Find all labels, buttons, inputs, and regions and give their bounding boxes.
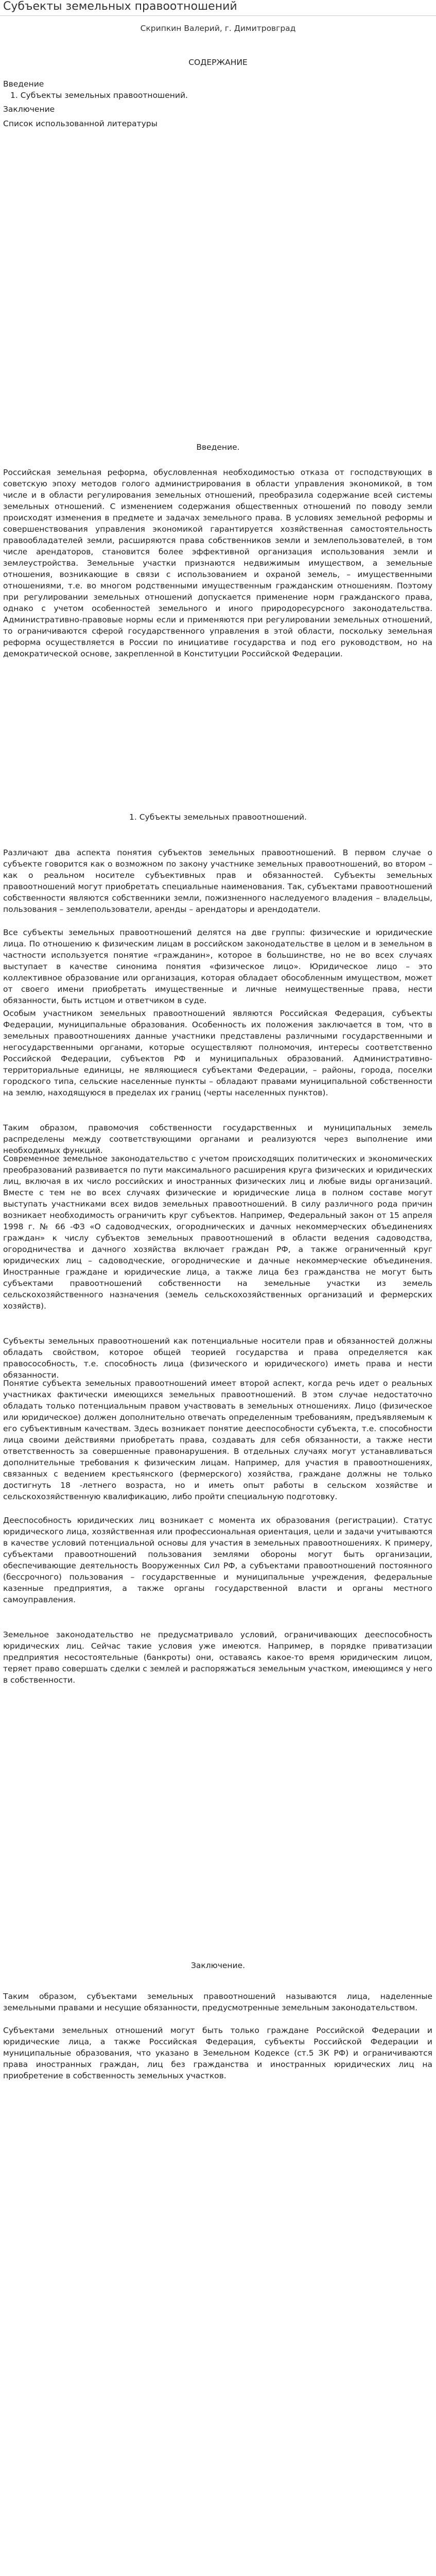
toc-heading: СОДЕРЖАНИЕ — [188, 58, 248, 67]
author-line: Скрипкин Валерий, г. Димитровград — [140, 24, 296, 33]
toc-item-intro: Введение — [3, 79, 44, 89]
section-1-paragraph-4: Таким образом, правомочия собственности государственных и муниципальных земель распределены между соответствующими органами и реализуются через выполнение ими необходимых функций. — [3, 1123, 432, 1155]
section-1-paragraph-5: Современное земельное законодательство с учетом происходящих политических и экономических преобразований развивается по пути максимального расширения круга физических и юридических лиц, включая в их число российских и иностранных физических лиц и любые виды организаций. Вместе с тем не во всех случаях физические и юридические лица в полном составе могут выступать участниками всех видов земельных правоотношений. В силу различного рода причин возникает необходимость ограничить круг субъектов. Например, Федеральный закон от 15 апреля 1998 г. № 66 -ФЗ «О садоводческих, огороднических и дачных некоммерческих объединениях граждан» к числу субъектов земельных правоотношений в области ведения садоводства, огородничества и дачного хозяйства включает граждан РФ, а также ограниченный круг юридических лиц – садоводческие, огороднические и дачные некоммерческие объединения. Иностранные граждане и юридические лица, а также лица без гражданства не могут быть субъектами правоотношений собственности на земельные участки из земель сельскохозяйственного назначения (земель сельскохозяйственных организаций и фермерских хозяйств). — [3, 1154, 432, 1311]
conclusion-paragraph-1: Таким образом, субъектами земельных правоотношений называются лица, наделенные земельными правами и несущие обязанности, предусмотренные земельным законодательством. — [3, 1992, 432, 2012]
intro-heading: Введение. — [196, 443, 240, 452]
section-1-paragraph-1: Различают два аспекта понятия субъектов земельных правоотношений. В первом случае о субъекте говорится как о возможном по закону участнике земельных правоотношений, во втором – как о реальном носителе субъективных прав и обязанностей. Субъекты земельных правоотношений могут приобретать специальные наименования. Так, субъектами правоотношений собственности являются собственники земли, пожизненного наследуемого владения – владельцы, пользования – землепользователи, аренды – арендаторы и арендодатели. — [3, 848, 432, 914]
section-1-paragraph-2: Все субъекты земельных правоотношений делятся на две группы: физические и юридические лица. По отношению к физическим лицам в российском законодательстве в целом и в земельном в частности используется понятие «гражданин», которое в большинстве, но не во всех случаях выступает в качестве синонима понятия «физическое лицо». Юридическое лицо – это коллективное образование или организация, которая обладает обособленным имуществом, может от своего имени приобретать имущественные и личные неимущественные права, нести обязанности, быть истцом и ответчиком в суде. — [3, 928, 432, 1005]
intro-paragraph-1: Российская земельная реформа, обусловленная необходимостью отказа от господствующих в советскую эпоху методов голого администрирования в области управления экономикой, в том числе и в области регулирования земельных отношений, преобразила содержание всей системы земельных отношений. С изменением содержания общественных отношений по поводу земли происходят изменения в предмете и задачах земельного права. В условиях земельной реформы и совершенствования управления экономикой гарантируется хозяйственная самостоятельность правообладателей земли, расширяются права собственников земли и землепользователей, в том числе арендаторов, становится более эффективной организация использования земли и землеустройства. Земельные участки признаются недвижимым имуществом, а земельные отношения, возникающие в связи с использованием и охраной земель, – имущественными отношениями, т.е. во многом родственными имущественным гражданским отношениям. Поэтому при регулировании земельных отношений допускается применение норм гражданского права, однако с учетом особенностей земельного и иного природоресурсного законодательства. Административно-правовые нормы если и применяются при регулировании земельных отношений, то ограничиваются сферой государственного управления в этой области, поскольку земельная реформа осуществляется в России по инициативе государства и под его руководством, но на демократической основе, закрепленной в Конституции Российской Федерации. — [3, 468, 432, 658]
conclusion-paragraph-2: Субъектами земельных отношений могут быть только граждане Российской Федерации и юридические лица, а также Российская Федерация, субъекты Российской Федерации и муниципальные образования, что указано в Земельном Кодексе (ст.5 ЗК РФ) и ограничиваются права иностранных граждан, лиц без гражданства и иностранных юридических лиц на приобретение в собственность земельных участков. — [3, 2026, 432, 2080]
section-1-paragraph-7: Понятие субъекта земельных правоотношений имеет второй аспект, когда речь идет о реальных участниках фактически имеющихся земельных правоотношений. В этом случае недостаточно обладать только потенциальным правом участвовать в земельных отношениях. Лицо (физическое или юридическое) должен дополнительно отвечать определенным требованиям, предъявляемым к его субъективным качествам. Здесь возникает понятие дееспособности субъекта, т.е. способности лица своими действиями приобретать права, создавать для себя обязанности, а также нести ответственность за совершенные правонарушения. В отдельных случаях могут устанавливаться дополнительные требования к физическим лицам. Например, для участия в правоотношениях, связанных с ведением крестьянского (фермерского) хозяйства, граждане должны не только достигнуть 18 -летнего возраста, но и иметь опыт работы в сельском хозяйстве и сельскохозяйственную квалификацию, либо пройти специальную подготовку. — [3, 1379, 432, 1501]
document-title: Субъекты земельных правоотношений — [3, 0, 237, 13]
section-1-paragraph-6: Субъекты земельных правоотношений как потенциальные носители прав и обязанностей должны обладать свойством, которое общей теорией государства и права определяется как правосособность, т.е. способность лица (физического и юридического) иметь права и нести обязанности. — [3, 1336, 432, 1380]
title-divider — [0, 15, 436, 16]
toc-item-section-1: 1. Субъекты земельных правоотношений. — [10, 91, 188, 100]
toc-item-conclusion: Заключение — [3, 105, 55, 114]
section-1-heading: 1. Субъекты земельных правоотношений. — [129, 812, 307, 822]
section-1-paragraph-8: Дееспособность юридических лиц возникает с момента их образования (регистрации). Статус юридического лица, хозяйственная или профессиональная ориентация, цели и задачи учитываются в качестве условий потенциальной основы для участия в земельных правоотношениях. К примеру, субъектами правоотношений пользования землями обороны могут быть организации, обеспечивающие деятельность Вооруженных Сил РФ, а субъектами правоотношений постоянного (бессрочного) пользования – государственные и муниципальные учреждения, федеральные казенные предприятия, а также органы государственной власти и органы местного самоуправления. — [3, 1516, 432, 1604]
conclusion-heading: Заключение. — [190, 1961, 246, 1970]
section-1-paragraph-9: Земельное законодательство не предусматривало условий, ограничивающих дееспособность юридических лиц. Сейчас такие условия уже имеются. Например, в порядке приватизации предприятия несостоятельные (банкроты) они, оставаясь какое-то время юридическим лицом, теряет право совершать сделки с землей и распоряжаться земельным участком, имеющимся у него в собственности. — [3, 1630, 432, 1685]
section-1-paragraph-3: Особым участником земельных правоотношений являются Российская Федерация, субъекты Федерации, муниципальные образования. Особенность их положения заключается в том, что в земельных правоотношениях данные участники представлены различными государственными и негосударственными органами, которые осуществляют полномочия, интересы соответственно Российской Федерации, субъектов РФ и муниципальных образований. Административно-территориальные единицы, не являющиеся субъектами Федерации, – районы, города, поселки городского типа, сельские населенные пункты – обладают правами муниципальной собственности на землю, находящуюся в пределах их границ (черты населенных пунктов). — [3, 1009, 432, 1097]
toc-item-references: Список использованной литературы — [3, 119, 158, 128]
